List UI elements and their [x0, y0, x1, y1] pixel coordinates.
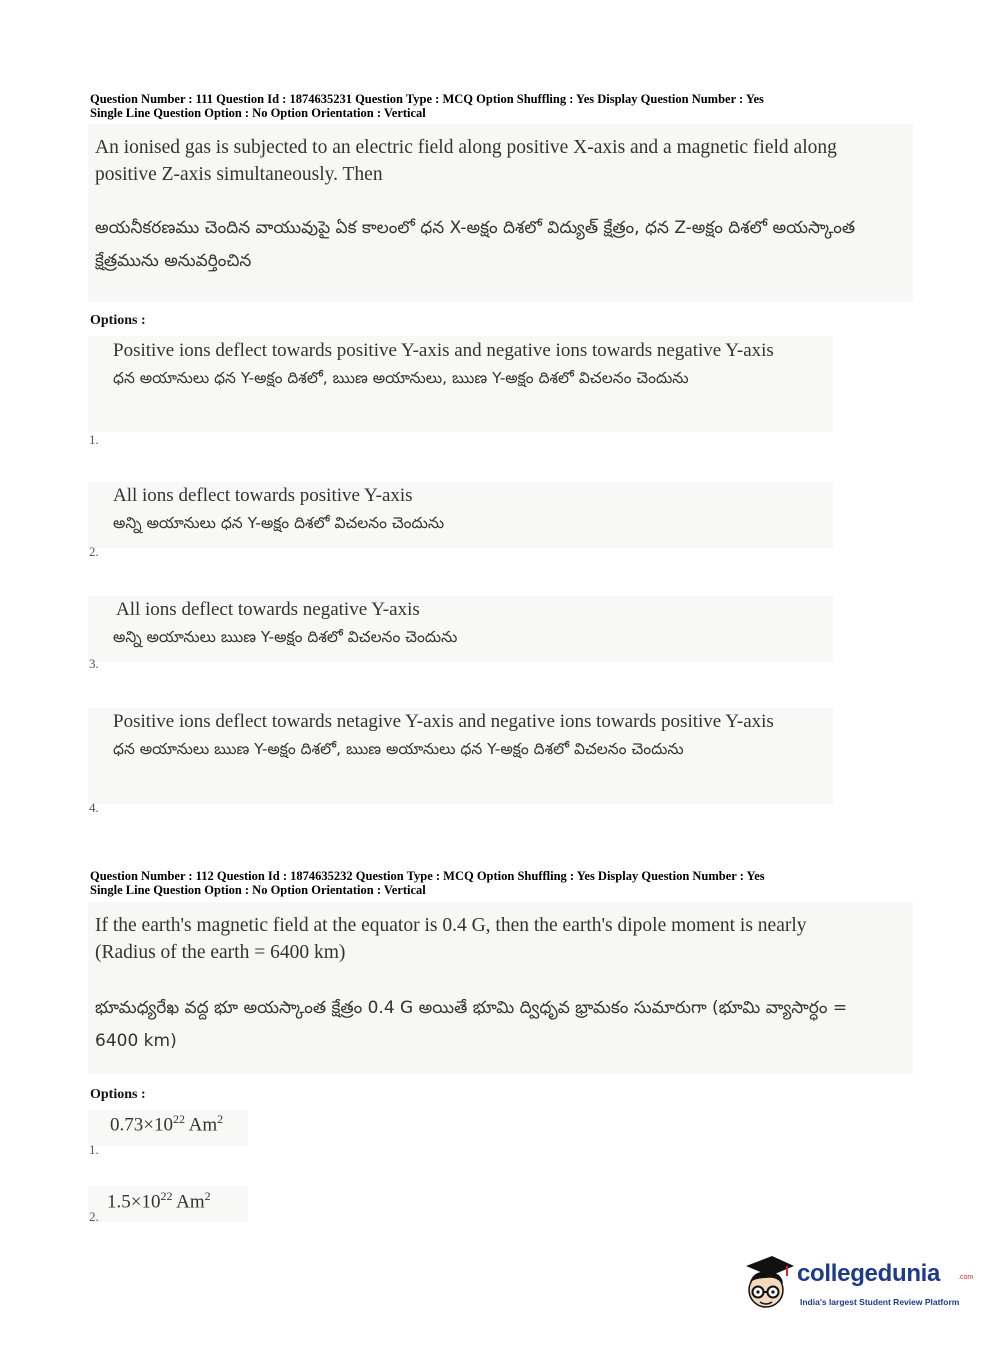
option-text-en: All ions deflect towards negative Y-axis	[116, 599, 420, 620]
formula-unit: Am	[172, 1191, 205, 1213]
option-formula	[88, 1186, 248, 1213]
formula-unit-exponent: 2	[217, 1112, 224, 1126]
formula-unit-exponent: 2	[204, 1189, 211, 1203]
option-formula	[88, 1110, 248, 1136]
collegedunia-logo[interactable]	[742, 1252, 972, 1312]
mascot-icon	[742, 1252, 798, 1312]
option-number: 4.	[89, 800, 99, 815]
option-text-te: అన్ని అయానులు ఋణ Y-అక్షం దిశలో విచలనం చెందును	[113, 628, 458, 646]
option-number: 3.	[89, 656, 99, 671]
option-text-en: Positive ions deflect towards positive Y-axis and negative ions towards negative Y-axis	[113, 340, 774, 361]
option-1[interactable]	[88, 1110, 248, 1146]
option-3[interactable]	[88, 596, 833, 662]
formula-exponent: 22	[172, 1112, 185, 1126]
option-4[interactable]	[88, 708, 833, 804]
option-2[interactable]	[88, 482, 833, 548]
meta-line-1: Question Number : 112 Question Id : 1874635232 Question Type : MCQ Option Shuffling : Yes Display Question Number : Yes	[90, 869, 765, 883]
option-text-te: ధన అయానులు ఋణ Y-అక్షం దిశలో, ఋణ అయానులు ధన Y-అక్షం దిశలో విచలనం చెందును	[113, 740, 684, 758]
options-label: Options :	[90, 1087, 146, 1102]
question-meta-112	[90, 869, 920, 897]
formula-exponent: 22	[160, 1189, 173, 1203]
meta-line-2: Single Line Question Option : No Option Orientation : Vertical	[90, 883, 426, 897]
option-number: 1.	[89, 1142, 99, 1157]
formula-mantissa: 0.73×10	[110, 1114, 173, 1136]
option-text-en: Positive ions deflect towards netagive Y-axis and negative ions towards positive Y-axis	[113, 711, 774, 732]
option-text-te: అన్ని అయానులు ధన Y-అక్షం దిశలో విచలనం చెందును	[113, 514, 445, 532]
option-number: 1.	[89, 432, 99, 447]
question-stem-111	[88, 124, 913, 302]
brand-name: collegedunia	[797, 1260, 941, 1287]
question-stem-112	[88, 902, 913, 1074]
option-1[interactable]	[88, 336, 833, 432]
stem-english: An ionised gas is subjected to an electric field along positive X-axis and a magnetic field along positive Z-axis simultaneously. Then	[95, 137, 837, 185]
stem-english: If the earth's magnetic field at the equator is 0.4 G, then the earth's dipole moment is nearly (Radius of the earth = 6400 km)	[95, 915, 807, 963]
stem-telugu: భూమధ్యరేఖ వద్ద భూ అయస్కాంత క్షేత్రం 0.4 G అయితే భూమి ద్విధృవ భ్రామకం సుమారుగా (భూమి వ్యాసార్ధం = 6400 km)	[95, 998, 848, 1051]
option-text-te: ధన అయానులు ధన Y-అక్షం దిశలో, ఋణ అయానులు, ఋణ Y-అక్షం దిశలో విచలనం చెందును	[113, 369, 689, 387]
stem-telugu: అయనీకరణము చెందిన వాయువుపై ఏక కాలంలో ధన X-అక్షం దిశలో విద్యుత్ క్షేత్రం, ధన Z-అక్షం దిశలో అయస్కాంత క్షేత్రమును అనువర్తించిన	[95, 218, 856, 271]
option-number: 2.	[89, 1209, 99, 1224]
option-2[interactable]	[88, 1186, 248, 1222]
option-number: 2.	[89, 544, 99, 559]
meta-line-2: Single Line Question Option : No Option Orientation : Vertical	[90, 106, 426, 120]
formula-mantissa: 1.5×10	[107, 1191, 161, 1213]
formula-unit: Am	[184, 1114, 218, 1136]
meta-line-1: Question Number : 111 Question Id : 1874635231 Question Type : MCQ Option Shuffling : Yes Display Question Number : Yes	[90, 92, 764, 106]
brand-domain: .com	[958, 1274, 974, 1281]
question-meta-111	[90, 92, 920, 120]
brand-tagline: India's largest Student Review Platform	[800, 1297, 960, 1307]
option-text-en: All ions deflect towards positive Y-axis	[113, 485, 413, 506]
options-label: Options :	[90, 313, 146, 328]
